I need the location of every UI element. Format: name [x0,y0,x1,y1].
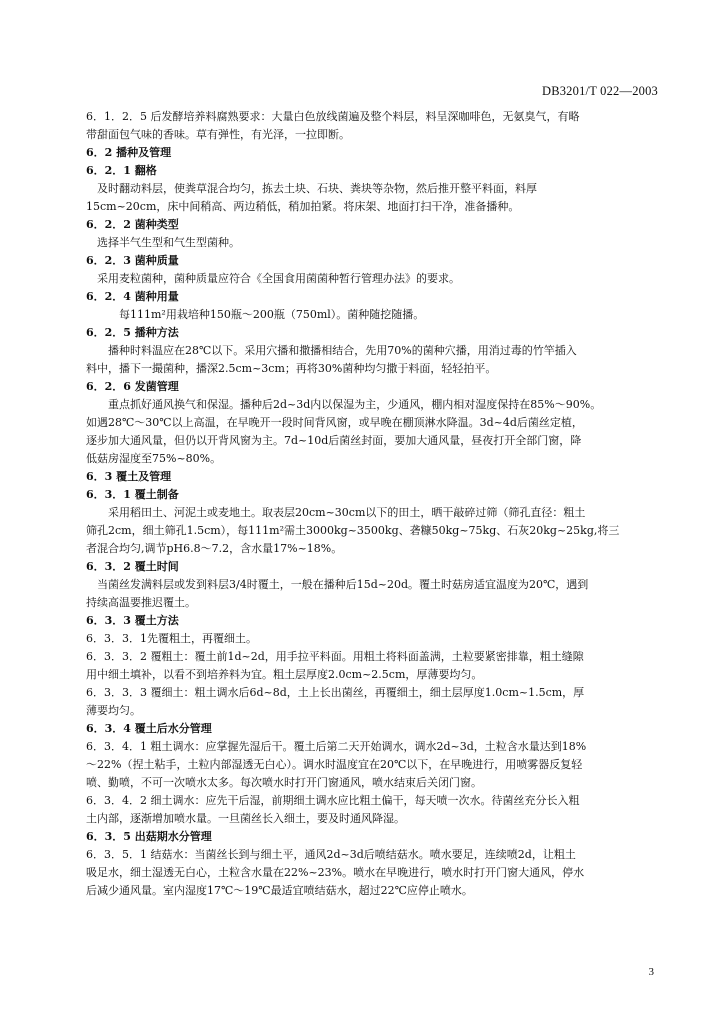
text-line: 6．3．3．3 覆细土：粗土调水后6d~8d，土上长出菌丝，再覆细土，细土层厚度1.0cm~1.5cm，厚 [86,686,585,699]
text-line: 薄要均匀。 [86,704,141,717]
text-line: 者混合均匀,调节pH6.8～7.2，含水量17%~18%。 [86,542,343,555]
text-line: 6．3．3．2 覆粗土：覆土前1d~2d，用手拉平料面。用粗土将料面盖满，土粒要紧密排靠，粗土缝隙 [86,650,584,663]
text-line: 6．3．5．1 结菇水：当菌丝长到与细土平，通风2d~3d后喷结菇水。喷水要足，连续喷2d，让粗土 [86,848,576,861]
text-line: 播种时料温应在28℃以下。采用穴播和撒播相结合，先用70%的菌种穴播，用消过毒的竹竿插入 [108,344,577,357]
text-line: 每111m²用栽培种150瓶～200瓶（750ml）。菌种随挖随播。 [119,308,425,321]
section-heading: 6．2．2 菌种类型 [86,218,179,231]
text-line: ～22%（捏土粘手，土粒内部湿透无白心）。调水时温度宜在20℃以下，在早晚进行，用喷雾器反复轻 [86,758,583,771]
text-line: 逐步加大通风量，但仍以开背风窗为主。7d~10d后菌丝封面，要加大通风量，昼夜打开全部门窗，降 [86,434,582,447]
text-line: 6．1．2．5 后发酵培养料腐熟要求：大量白色放线菌遍及整个料层，料呈深咖啡色，无氨臭气，有略 [86,110,580,123]
document-body [86,108,660,900]
section-heading: 6．3 覆土及管理 [86,470,172,483]
section-heading: 6．3．3 覆土方法 [86,614,179,627]
section-heading: 6．2．3 菌种质量 [86,254,179,267]
text-line: 15cm~20cm，床中间稍高、两边稍低，稍加拍紧。将床架、地面打扫干净，准备播种。 [86,200,520,213]
section-heading: 6．2．4 菌种用量 [86,290,179,303]
text-line: 持续高温要推迟覆土。 [86,596,196,609]
text-line: 后减少通风量。室内湿度17℃～19℃最适宜喷结菇水，超过22℃应停止喷水。 [86,884,473,897]
section-heading: 6．3．2 覆土时间 [86,560,179,573]
standard-code: DB3201/T 022—2003 [541,84,658,98]
text-line: 带甜面包气味的香味。草有弹性，有光泽，一拉即断。 [86,128,350,141]
text-line: 如遇28℃～30℃以上高温，在早晚开一段时间背风窗，或早晚在棚顶淋水降温。3d~4d后菌丝定植， [86,416,583,429]
text-line: 用中细土填补，以看不到培养料为宜。粗土层厚度2.0cm~2.5cm，厚薄要均匀。 [86,668,483,681]
section-heading: 6．3．1 覆土制备 [86,488,179,501]
text-line: 选择半气生型和气生型菌种。 [97,236,240,249]
page-number: 3 [648,966,654,978]
section-heading: 6．3．4 覆土后水分管理 [86,722,212,735]
text-line: 重点抓好通风换气和保湿。播种后2d~3d内以保湿为主，少通风，棚内相对湿度保持在85%～90%。 [108,398,602,411]
text-line: 筛孔2cm，细土筛孔1.5cm），每111m²需土3000kg~3500kg、砻糠50kg~75kg、石灰20kg~25kg,将三 [86,524,620,537]
text-line: 吸足水，细土湿透无白心，土粒含水量在22%~23%。喷水在早晚进行，喷水时打开门窗大通风，停水 [86,866,585,879]
text-line: 6．3．4．1 粗土调水：应掌握先湿后干。覆土后第二天开始调水，调水2d~3d，土粒含水量达到18% [86,740,587,753]
text-line: 6．3．4．2 细土调水：应先干后湿，前期细土调水应比粗土偏干，每天喷一次水。待菌丝充分长入粗 [86,794,580,807]
text-line: 采用稻田土、河泥土或麦地土。取表层20cm~30cm以下的田土，晒干敲碎过筛（筛孔直径：粗土 [108,506,586,519]
text-line: 当菌丝发满料层或发到料层3/4时覆土，一般在播种后15d~20d。覆土时菇房适宜温度为20℃，遇到 [97,578,589,591]
section-heading: 6．2．1 翻格 [86,164,157,177]
text-line: 土内部，逐渐增加喷水量。一旦菌丝长入细土，要及时通风降湿。 [86,812,405,825]
text-line: 喷、勤喷，不可一次喷水太多。每次喷水时打开门窗通风，喷水结束后关闭门窗。 [86,776,482,789]
text-line: 低菇房湿度至75%~80%。 [86,452,222,465]
text-line: 采用麦粒菌种，菌种质量应符合《全国食用菌菌种暂行管理办法》的要求。 [97,272,460,285]
section-heading: 6．2．6 发菌管理 [86,380,179,393]
text-line: 料中，播下一撮菌种，播深2.5cm~3cm；再将30%菌种均匀撒于料面，轻轻拍平。 [86,362,497,375]
section-heading: 6．2．5 播种方法 [86,326,179,339]
section-heading: 6．3．5 出菇期水分管理 [86,830,212,843]
text-line: 及时翻动料层，使粪草混合均匀，拣去土块、石块、粪块等杂物，然后推开整平料面，料厚 [97,182,537,195]
text-line: 6．3．3．1先覆粗土，再覆细土。 [86,632,257,645]
section-heading: 6．2 播种及管理 [86,146,172,159]
